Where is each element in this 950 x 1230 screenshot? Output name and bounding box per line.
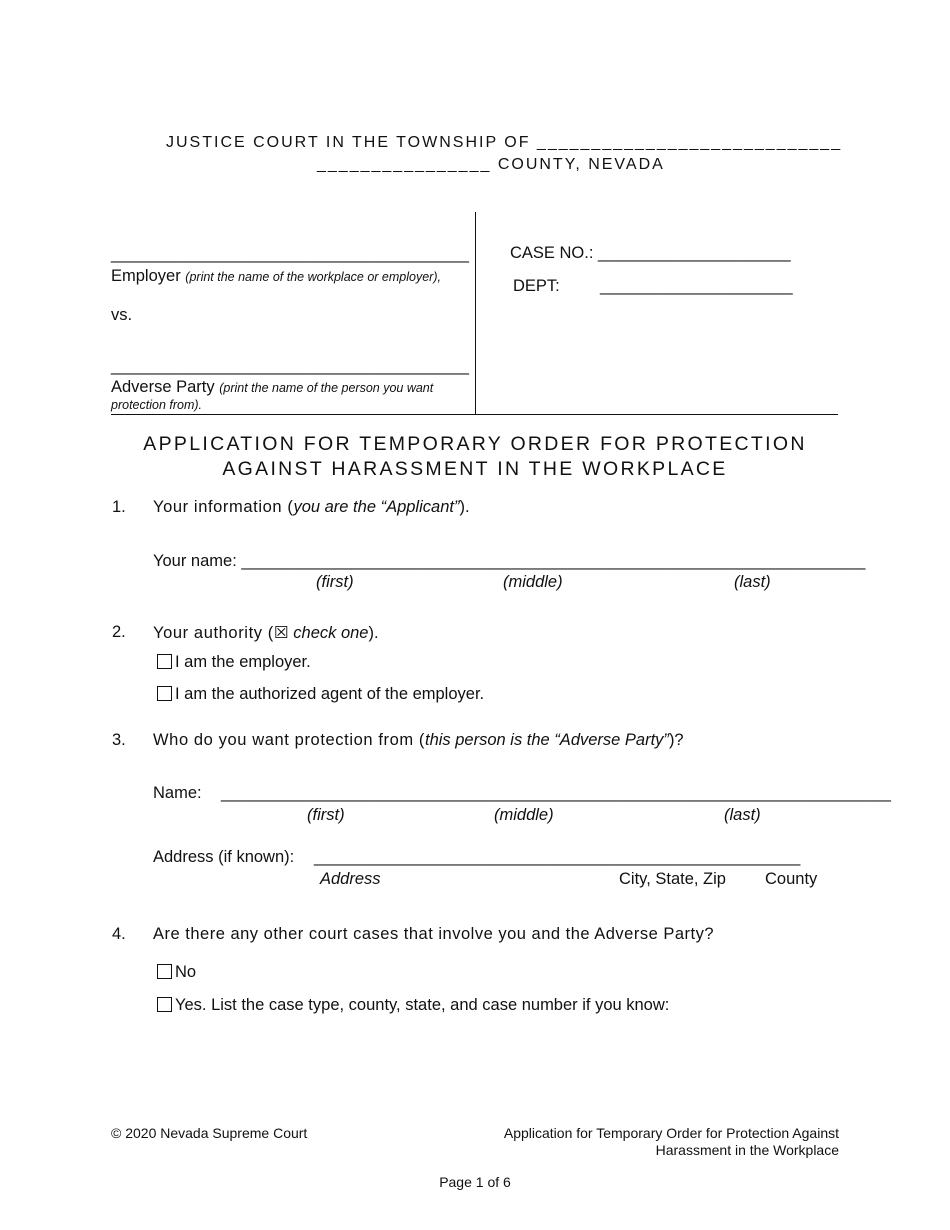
- q3-middle-label: (middle): [494, 806, 554, 824]
- q4-option-no: [157, 963, 196, 982]
- footer-form-title-1: Application for Temporary Order for Protection Against: [503, 1125, 839, 1141]
- q2-question: [153, 623, 379, 643]
- vs-label: vs.: [111, 306, 133, 324]
- adverse-blank[interactable]: _______________________________________: [111, 357, 469, 375]
- q4-option-no-label: No: [175, 963, 197, 981]
- caption-divider-vertical: [475, 212, 476, 415]
- q2-number: 2.: [112, 623, 126, 641]
- court-line-1: JUSTICE COURT IN THE TOWNSHIP OF ____________________________: [166, 134, 843, 151]
- q3-text: Who do you want protection from (: [153, 731, 425, 749]
- q1-text: Your information (: [153, 498, 294, 516]
- q2-option-employer-label: I am the employer.: [175, 653, 311, 671]
- q2-text-end: ).: [368, 624, 379, 642]
- q3-address-label: Address (if known):: [153, 848, 295, 866]
- q2-text: Your authority (: [153, 624, 274, 642]
- q4-question: Are there any other court cases that involve you and the Adverse Party?: [153, 925, 715, 943]
- checked-box-icon: ☒: [273, 624, 289, 642]
- q3-last-label: (last): [724, 806, 761, 824]
- case-number-field[interactable]: CASE NO.: _____________________: [510, 244, 791, 262]
- page-number: Page 1 of 6: [439, 1174, 511, 1190]
- adverse-label-row: [111, 378, 433, 397]
- employer-blank[interactable]: _______________________________________: [111, 245, 469, 263]
- adverse-hint-1: (print the name of the person you want: [219, 381, 434, 395]
- document-title-line-2: AGAINST HARASSMENT IN THE WORKPLACE: [222, 458, 728, 480]
- employer-label: Employer: [111, 267, 181, 285]
- q2-text-italic: check one: [288, 624, 369, 642]
- checkbox-no[interactable]: [157, 964, 172, 979]
- q3-address-sub: Address: [320, 870, 381, 888]
- q1-number: 1.: [112, 498, 126, 516]
- q1-question: [153, 498, 470, 517]
- q3-address-field[interactable]: _____________________________________________________: [314, 848, 801, 866]
- q3-question: [153, 731, 684, 750]
- q2-option-agent: [157, 685, 484, 704]
- document-title-line-1: APPLICATION FOR TEMPORARY ORDER FOR PROTECTION: [143, 433, 807, 455]
- q3-first-label: (first): [307, 806, 345, 824]
- q1-first-label: (first): [316, 573, 354, 591]
- employer-label-row: [111, 267, 441, 286]
- footer-copyright: © 2020 Nevada Supreme Court: [111, 1125, 308, 1141]
- q1-last-label: (last): [734, 573, 771, 591]
- checkbox-authorized-agent[interactable]: [157, 686, 172, 701]
- q1-middle-label: (middle): [503, 573, 563, 591]
- q4-number: 4.: [112, 925, 126, 943]
- footer-form-title-2: Harassment in the Workplace: [655, 1142, 839, 1158]
- caption-divider-horizontal: [111, 414, 838, 415]
- q3-text-end: )?: [668, 731, 684, 749]
- employer-hint: (print the name of the workplace or employer),: [185, 270, 441, 284]
- q1-text-end: ).: [459, 498, 470, 516]
- dept-field[interactable]: _____________________: [600, 277, 793, 295]
- q3-county-sub: County: [765, 870, 818, 888]
- q3-name-label: Name:: [153, 784, 202, 802]
- q4-option-yes: [157, 996, 669, 1015]
- adverse-label: Adverse Party: [111, 378, 215, 396]
- q3-number: 3.: [112, 731, 126, 749]
- q3-text-italic: this person is the “Adverse Party”: [425, 731, 669, 749]
- adverse-hint-2: protection from).: [111, 398, 203, 412]
- checkbox-employer[interactable]: [157, 654, 172, 669]
- checkbox-yes[interactable]: [157, 997, 172, 1012]
- q3-name-field[interactable]: _________________________________________________________________________: [221, 784, 891, 802]
- q1-name-row: [153, 552, 865, 571]
- q2-option-agent-label: I am the authorized agent of the employer.: [175, 685, 485, 703]
- q1-name-field[interactable]: ____________________________________________________________________: [241, 552, 866, 570]
- q1-text-italic: you are the “Applicant”: [293, 498, 460, 516]
- court-line-2: ________________ COUNTY, NEVADA: [317, 156, 665, 173]
- dept-label: DEPT:: [513, 277, 560, 295]
- q3-city-sub: City, State, Zip: [619, 870, 726, 888]
- q2-option-employer: [157, 653, 311, 672]
- q4-option-yes-label: Yes. List the case type, county, state, and case number if you know:: [175, 996, 670, 1014]
- q1-name-label: Your name:: [153, 552, 242, 570]
